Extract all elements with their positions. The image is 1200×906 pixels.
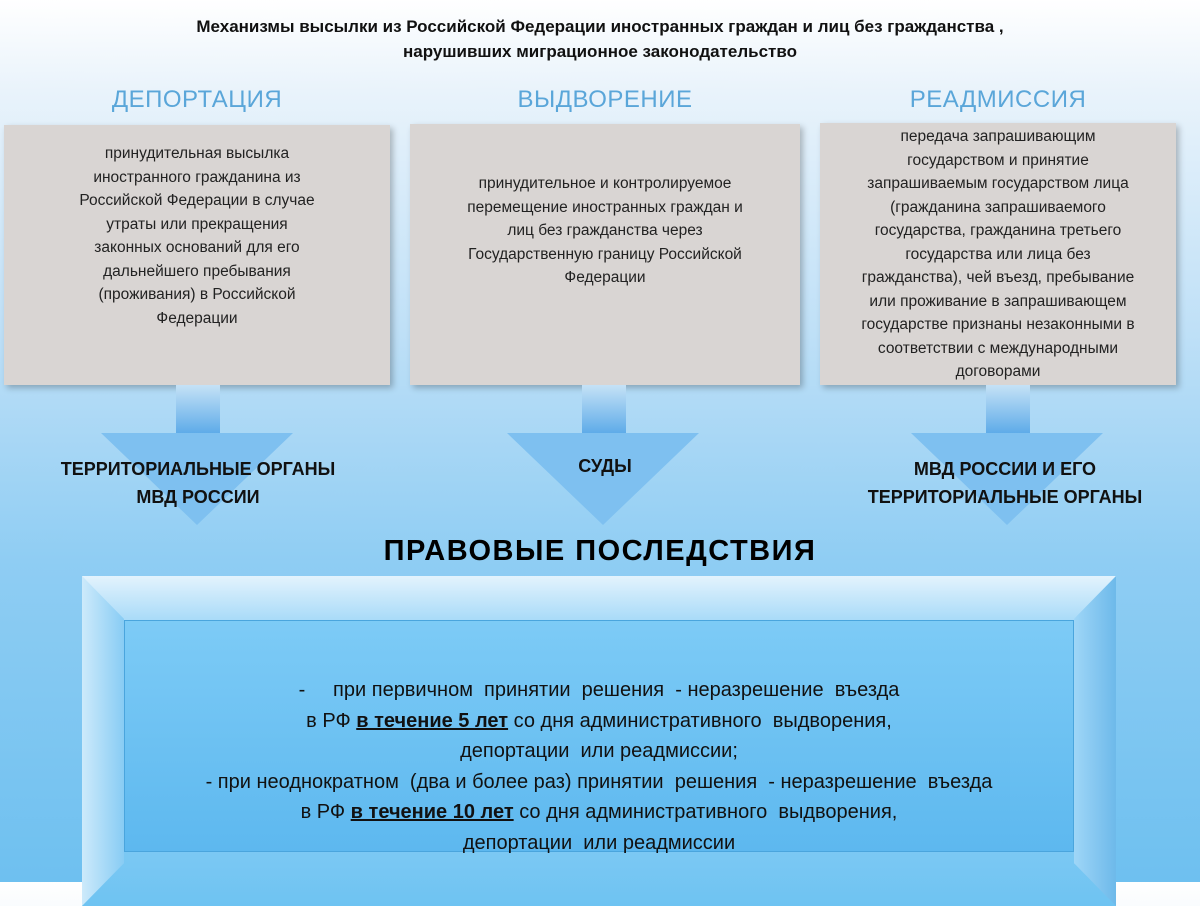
text-line: государстве признаны незаконными в	[861, 316, 1135, 333]
consequences-text	[124, 675, 1074, 858]
consequences-title: ПРАВОВЫЕ ПОСЛЕДСТВИЯ	[383, 535, 817, 567]
heading-deportation: ДЕПОРТАЦИЯ	[111, 86, 283, 113]
text-line: принудительное и контролируемое	[478, 175, 732, 192]
text-line: Федерации	[564, 269, 646, 286]
text-line: Федерации	[156, 309, 238, 327]
arrow-stem-deportation	[176, 385, 220, 435]
definition-readmission	[861, 125, 1134, 385]
text-line: Российской Федерации в случае	[79, 192, 315, 209]
text-line: перемещение иностранных граждан и	[467, 198, 743, 216]
authority-readmission	[840, 455, 1170, 511]
text-line: СУДЫ	[578, 456, 632, 476]
consequence-line	[124, 675, 1074, 706]
heading-readmission: РЕАДМИССИЯ	[909, 86, 1087, 113]
consequence-text: депортации или реадмиссии	[462, 831, 736, 854]
definition-deportation	[79, 142, 314, 385]
text-line: запрашиваемым государством лица	[867, 175, 1129, 192]
text-line: государством и принятие	[907, 151, 1089, 169]
term-emphasis: в течение 5 лет	[356, 709, 509, 732]
consequences-frame	[82, 576, 1116, 906]
consequences-panel	[124, 620, 1074, 852]
text-line: МВД РОССИИ	[136, 487, 260, 507]
text-line: лиц без гражданства через	[507, 222, 703, 239]
frame-bevel-right	[1074, 576, 1116, 906]
text-line: договорами	[955, 363, 1041, 380]
consequence-text: в РФ	[300, 801, 351, 823]
title-line-1: Механизмы высылки из Российской Федерации иностранных граждан и лиц без гражданства ,	[196, 17, 1004, 36]
consequence-text: - при неоднократном (два и более раз) принятии решения - неразрешение въезда	[205, 770, 993, 793]
authority-expulsion	[505, 452, 705, 480]
text-line: МВД РОССИИ И ЕГО	[913, 459, 1097, 479]
consequence-line	[124, 828, 1074, 859]
consequence-text: депортации или реадмиссии;	[460, 740, 738, 762]
authority-deportation	[28, 455, 368, 511]
heading-expulsion: ВЫДВОРЕНИЕ	[517, 86, 693, 113]
text-line: Государственную границу Российской	[468, 245, 742, 263]
term-emphasis: в течение 10 лет	[350, 801, 514, 823]
text-line: или проживание в запрашивающем	[869, 292, 1127, 310]
text-line: государства, гражданина третьего	[874, 222, 1122, 239]
text-line: (проживания) в Российской	[98, 286, 296, 303]
definition-expulsion	[467, 172, 743, 385]
consequence-text: в РФ	[306, 709, 357, 732]
arrow-stem-readmission	[986, 385, 1030, 435]
consequence-line	[124, 797, 1074, 828]
text-line: ТЕРРИТОРИАЛЬНЫЕ ОРГАНЫ	[867, 487, 1143, 507]
page-title	[0, 14, 1200, 64]
text-line: ТЕРРИТОРИАЛЬНЫЕ ОРГАНЫ	[60, 459, 336, 479]
text-line: (гражданина запрашиваемого	[890, 198, 1106, 216]
text-line: передача запрашивающим	[900, 128, 1096, 145]
arrow-stem-expulsion	[582, 385, 626, 435]
frame-bevel-top	[82, 576, 1116, 620]
consequence-text: со дня административного выдворения,	[508, 709, 892, 732]
text-line: принудительная высылка	[104, 145, 290, 162]
frame-bevel-left	[82, 576, 124, 906]
text-line: законных оснований для его	[94, 239, 300, 256]
consequence-line	[124, 736, 1074, 767]
text-line: государства или лица без	[905, 245, 1091, 263]
text-line: утраты или прекращения	[106, 215, 288, 233]
title-line-2: нарушивших миграционное законодательство	[403, 42, 797, 61]
text-line: иностранного гражданина из	[93, 168, 301, 186]
text-line: гражданства), чей въезд, пребывание	[861, 269, 1135, 286]
text-line: соответствии с международными	[877, 339, 1119, 357]
definition-box-readmission	[820, 123, 1176, 385]
definition-box-expulsion	[410, 124, 800, 385]
consequence-line	[124, 706, 1074, 737]
consequence-text: - при первичном принятии решения - неразрешение въезда	[298, 679, 900, 701]
consequence-text: со дня административного выдворения,	[513, 801, 898, 823]
definition-box-deportation	[4, 125, 390, 385]
consequence-line	[124, 767, 1074, 798]
text-line: дальнейшего пребывания	[103, 262, 291, 280]
